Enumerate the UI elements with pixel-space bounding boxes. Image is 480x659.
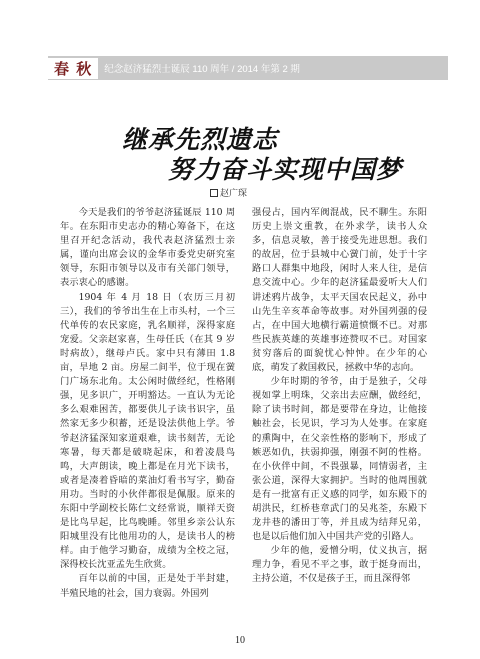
page-number: 10 <box>235 635 245 646</box>
paragraph: 强侵占，国内军阀混战，民不聊生。东阳历史上崇文重教，在外求学，读书人众多，信息灵敏，善于接受先进思想。我们的故居，位于县城中心黉门前，处于十字路口人群集中地段，闲时人来人往，是信息交流中心。少年的赵济猛最爱听大人们讲述鸦片战争，太平天国农民起义，孙中山先生辛亥革命等故事。对外国列强的侵占，在中国大地横行霸道愤慨不已。对那些民族英雄的英雄事迹赞叹不已。对国家贫穷落后的面貌忧心忡忡。在少年的心底，萌发了救国救民，拯救中华的志向。 <box>252 207 427 374</box>
paragraph: 百年以前的中国，正是处于半封建，半殖民地的社会，国力衰弱。外国列 <box>60 573 235 599</box>
paragraph: 今天是我们的爷爷赵济猛诞辰 110 周年。在东阳市史志办的精心筹备下，在这里召开纪念活动，我代表赵济猛烈士亲属，谨向出席会议的金华市委党史研究室领导，东阳市领导以及市有关部门领导，表示衷心的感谢。 <box>60 207 235 289</box>
paragraph: 1904 年 4 月 18 日（农历三月初三），我们的爷爷出生在上市头村，一个三代单传的农民家庭，乳名顺祥，深得家庭宠爱。父亲赵家喜，生母任氏（在其 9 岁时病故），继母卢氏。家中只有薄田 1.8 亩，旱地 2 亩。房屋二间半，位于现在黉门广场东北角。太公闲时做经纪，性格刚强，见多识广，开明豁达。一直认为无论多么艰难困苦，都要供儿子读书识字，虽然家无多少积蓄，还是设法供他上学。爷爷赵济猛深知家道艰难，读书刻苦，无论寒暑，每天都是破晓起床，和着凌晨鸟鸣，大声朗读，晚上都是在月光下读书，或者是凑着昏暗的菜油灯看书写字，勤奋用功。当时的小伙伴都很是佩服。原来的东阳中学副校长陈仁文经常说，顺祥天资是比鸟早起，比鸟晚睡。邻里乡亲公认东阳城里没有比他用功的人，是读书人的榜样。由于他学习勤奋，成绩为全校之冠，深得校长沈亚孟先生欣赏。 <box>60 291 235 571</box>
author-name: 赵广琛 <box>220 189 248 199</box>
left-column <box>60 206 235 638</box>
article-author <box>210 186 247 199</box>
article-title-line1: 继承先烈遗志 <box>122 125 279 154</box>
paragraph: 少年时期的爷爷，由于是独子，父母视如掌上明珠，父亲出去应酬，做经纪，除了读书时间，都是要带在身边，让他接触社会，长见识，学习为人处事。在家庭的熏陶中，在父亲性格的影响下，形成了嫉恶如仇，扶弱抑强，刚强不阿的性格。在小伙伴中间，不畏强暴，同情弱者，主张公道，深得大家拥护。当时的他周围就是有一批富有正义感的同学，如东殿下的胡洪民，红桥巷章武门的吴兆荃，东殿下龙井巷的潘田丁等，并且成为结拜兄弟，也是以后他们加入中国共产党的引路人。 <box>252 376 427 543</box>
right-column <box>252 206 427 638</box>
paragraph: 少年的他，爱憎分明，仗义执言，据理力争，看见不平之事，敢于挺身而出，主持公道，不仅是孩子王，而且深得邻 <box>252 545 427 585</box>
author-marker-icon <box>210 189 218 197</box>
article-title-line2: 努力奋斗实现中国梦 <box>168 155 403 184</box>
journal-brand: 春 秋 <box>48 58 98 79</box>
journal-header <box>48 56 448 80</box>
journal-subtitle: 纪念赵济猛烈士诞辰 110 周年 / 2014 年第 2 期 <box>104 64 300 75</box>
